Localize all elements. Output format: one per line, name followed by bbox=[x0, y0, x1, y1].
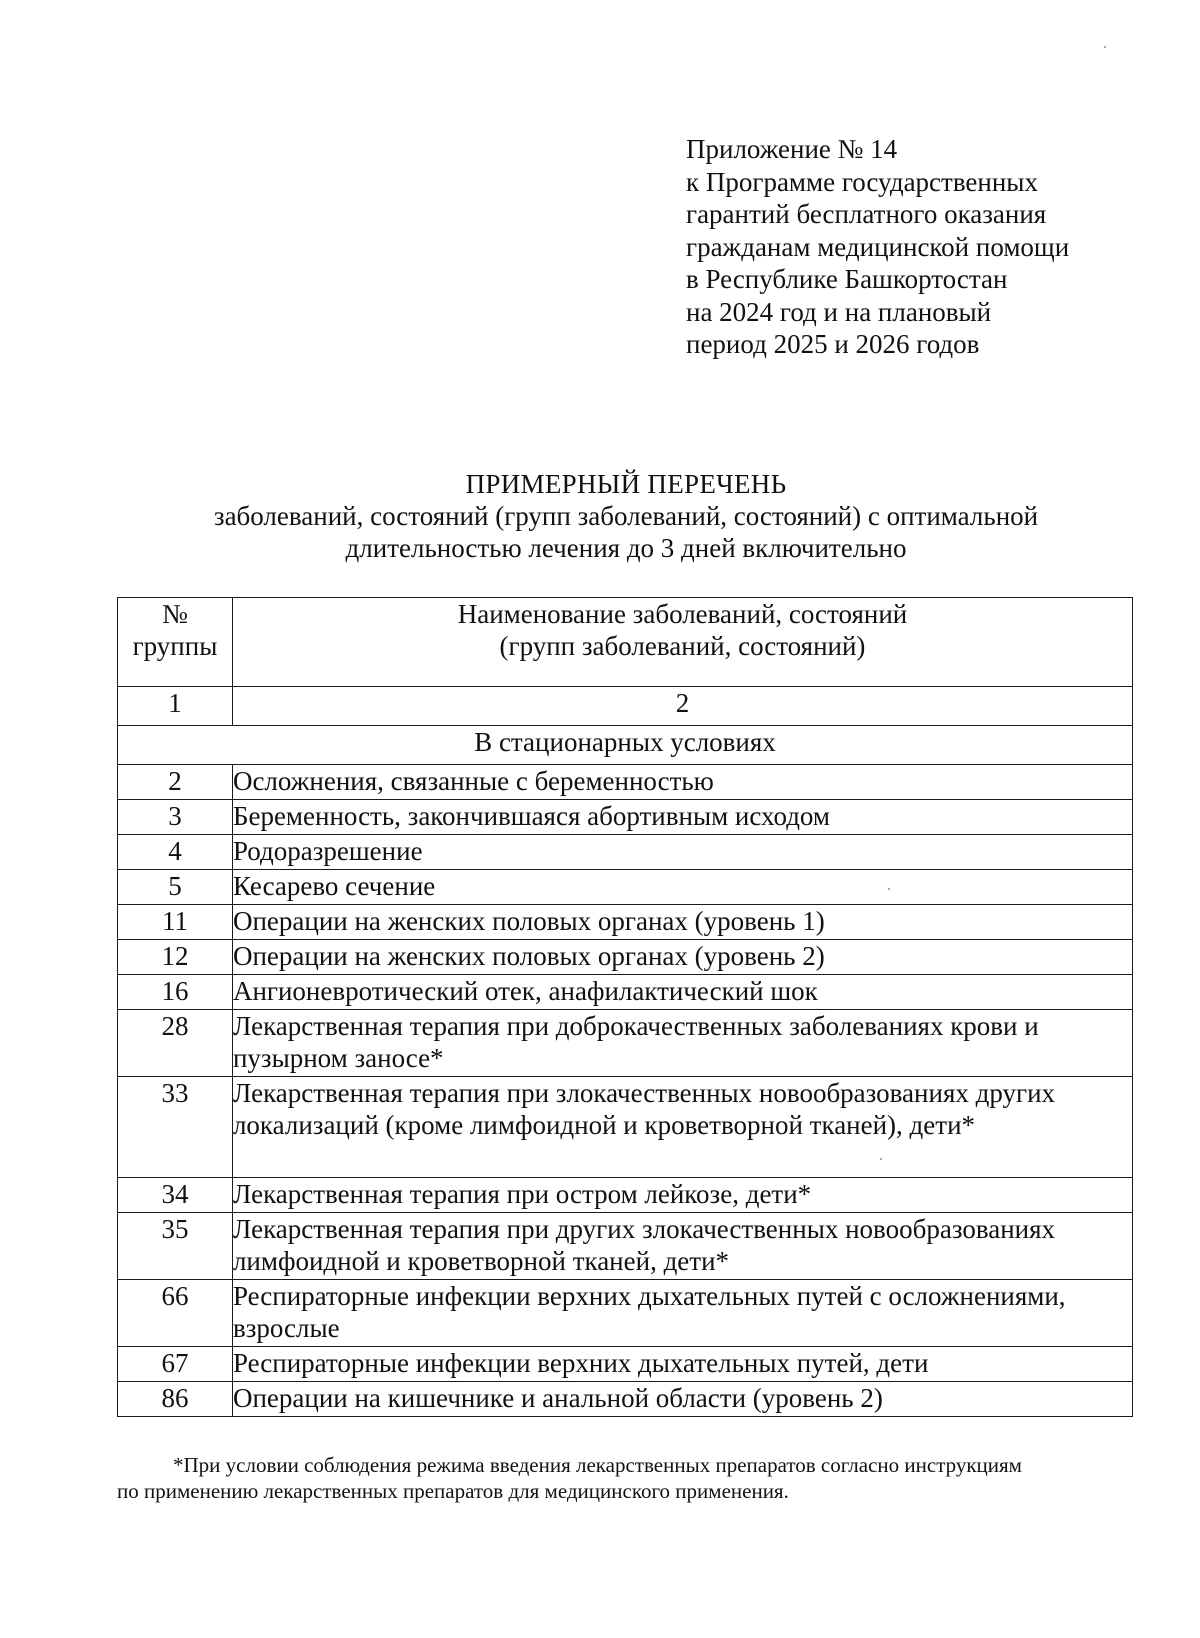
condition-name: Лекарственная терапия при доброкачественных заболеваниях крови и пузырном заносе* bbox=[232, 1010, 1132, 1077]
condition-name: Респираторные инфекции верхних дыхательных путей, дети bbox=[232, 1347, 1132, 1382]
scan-speck bbox=[880, 1158, 882, 1160]
group-number: 86 bbox=[118, 1382, 233, 1417]
group-number: 2 bbox=[118, 765, 233, 800]
table-row bbox=[118, 1280, 1133, 1347]
condition-name: Осложнения, связанные с беременностью bbox=[232, 765, 1132, 800]
table-row bbox=[118, 1010, 1133, 1077]
appendix-line: к Программе государственных bbox=[686, 166, 1038, 197]
group-number: 11 bbox=[118, 905, 233, 940]
conditions-table bbox=[117, 597, 1133, 1417]
table-row bbox=[118, 835, 1133, 870]
condition-name: Кесарево сечение bbox=[232, 870, 1132, 905]
table-row bbox=[118, 800, 1133, 835]
header-condition-name: Наименование заболеваний, состояний (групп заболеваний, состояний) bbox=[232, 598, 1132, 687]
document-heading bbox=[100, 468, 1152, 564]
appendix-line: в Республике Башкортостан bbox=[686, 264, 1008, 294]
appendix-line: гражданам медицинской помощи bbox=[686, 231, 1070, 262]
table-row bbox=[118, 1178, 1133, 1213]
group-number: 35 bbox=[118, 1213, 233, 1280]
group-number: 12 bbox=[118, 940, 233, 975]
table-row bbox=[118, 765, 1133, 800]
condition-name: Лекарственная терапия при злокачественных новообразованиях других локализаций (кроме лимфоидной и кроветворной тканей), дети* bbox=[232, 1077, 1132, 1178]
condition-name: Респираторные инфекции верхних дыхательных путей с осложнениями, взрослые bbox=[232, 1280, 1132, 1347]
appendix-line: период 2025 и 2026 годов bbox=[686, 329, 980, 359]
group-number: 66 bbox=[118, 1280, 233, 1347]
column-number: 1 bbox=[118, 687, 233, 726]
group-number: 16 bbox=[118, 975, 233, 1010]
condition-name: Операции на женских половых органах (уровень 1) bbox=[232, 905, 1132, 940]
table-header-row bbox=[118, 598, 1133, 687]
document-subtitle-line: длительностью лечения до 3 дней включительно bbox=[345, 533, 907, 563]
column-number: 2 bbox=[232, 687, 1132, 726]
group-number: 33 bbox=[118, 1077, 233, 1178]
section-title: В стационарных условиях bbox=[118, 726, 1133, 765]
scan-speck bbox=[888, 888, 890, 890]
condition-name: Операции на женских половых органах (уровень 2) bbox=[232, 940, 1132, 975]
document-subtitle-line: заболеваний, состояний (групп заболеваний, состояний) с оптимальной bbox=[213, 501, 1039, 531]
condition-name: Лекарственная терапия при остром лейкозе, дети* bbox=[232, 1178, 1132, 1213]
condition-name: Беременность, закончившаяся абортивным исходом bbox=[232, 800, 1132, 835]
group-number: 4 bbox=[118, 835, 233, 870]
group-number: 3 bbox=[118, 800, 233, 835]
appendix-reference bbox=[686, 133, 1166, 361]
table-row bbox=[118, 1382, 1133, 1417]
table-row bbox=[118, 975, 1133, 1010]
table-row bbox=[118, 870, 1133, 905]
table-row bbox=[118, 1347, 1133, 1382]
condition-name: Лекарственная терапия при других злокачественных новообразованиях лимфоидной и кроветворной тканей, дети* bbox=[232, 1213, 1132, 1280]
condition-name: Операции на кишечнике и анальной области (уровень 2) bbox=[232, 1382, 1132, 1417]
condition-name: Родоразрешение bbox=[232, 835, 1132, 870]
section-row bbox=[118, 726, 1133, 765]
appendix-line: на 2024 год и на плановый bbox=[686, 296, 992, 327]
appendix-line: гарантий бесплатного оказания bbox=[686, 199, 1047, 229]
condition-name: Ангионевротический отек, анафилактический шок bbox=[232, 975, 1132, 1010]
footnote-line: *При условии соблюдения режима введения лекарственных препаратов согласно инструкциям bbox=[173, 1453, 1022, 1477]
group-number: 34 bbox=[118, 1178, 233, 1213]
document-title: ПРИМЕРНЫЙ ПЕРЕЧЕНЬ bbox=[465, 469, 787, 499]
group-number: 5 bbox=[118, 870, 233, 905]
group-number: 67 bbox=[118, 1347, 233, 1382]
column-number-row bbox=[118, 687, 1133, 726]
table-row bbox=[118, 905, 1133, 940]
table-row bbox=[118, 940, 1133, 975]
scan-speck bbox=[1104, 46, 1106, 48]
group-number: 28 bbox=[118, 1010, 233, 1077]
header-group-number: № группы bbox=[118, 598, 233, 687]
appendix-line: Приложение № 14 bbox=[686, 134, 898, 164]
table-row bbox=[118, 1213, 1133, 1280]
footnote bbox=[117, 1452, 1167, 1504]
table-row bbox=[118, 1077, 1133, 1178]
footnote-line: по применению лекарственных препаратов для медицинского применения. bbox=[117, 1479, 789, 1503]
